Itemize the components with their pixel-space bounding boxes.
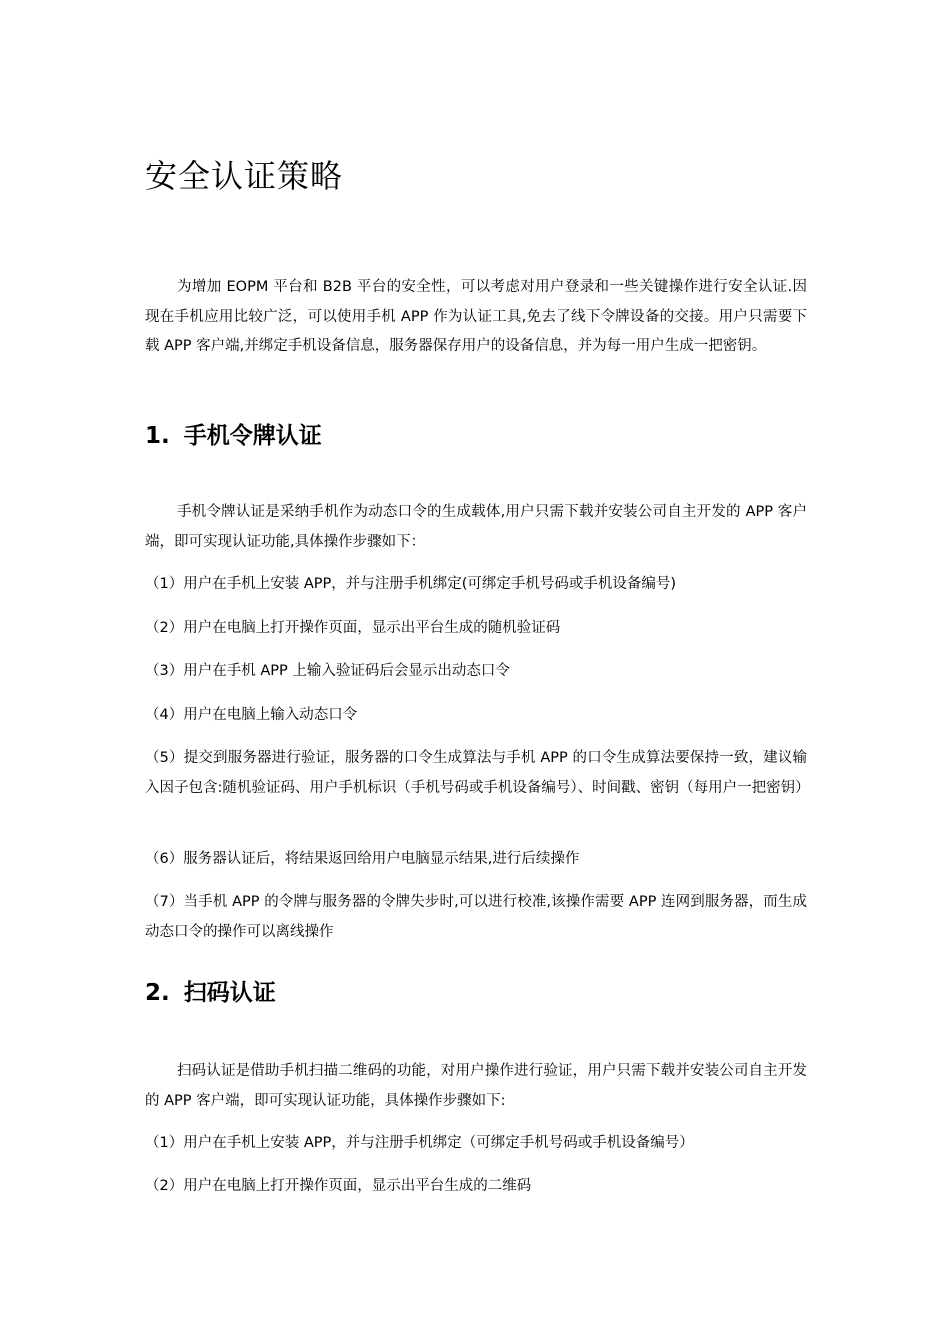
step-item: （6）服务器认证后，将结果返回给用户电脑显示结果,进行后续操作 bbox=[145, 851, 580, 867]
section-number: 1. bbox=[145, 423, 170, 449]
section-heading-2 bbox=[145, 976, 276, 1010]
section-title: 扫码认证 bbox=[183, 980, 276, 1006]
section-1-intro: 手机令牌认证是采纳手机作为动态口令的生成载体,用户只需下载并安装公司自主开发的 APP 客户端，即可实现认证功能,具体操作步骤如下： bbox=[145, 504, 807, 550]
section-2-intro: 扫码认证是借助手机扫描二维码的功能，对用户操作进行验证，用户只需下载并安装公司自主开发的 APP 客户端，即可实现认证功能，具体操作步骤如下: bbox=[145, 1063, 807, 1109]
step-item: （2）用户在电脑上打开操作页面，显示出平台生成的随机验证码 bbox=[145, 620, 561, 636]
document-title: 安全认证策略 bbox=[145, 157, 344, 195]
step-item: （7）当手机 APP 的令牌与服务器的令牌失步时,可以进行校准,该操作需要 APP 连网到服务器，而生成动态口令的操作可以离线操作 bbox=[145, 894, 807, 940]
section-heading-1 bbox=[145, 419, 322, 453]
step-item: （1）用户在手机上安装 APP，并与注册手机绑定（可绑定手机号码或手机设备编号） bbox=[145, 1135, 694, 1151]
step-item: （2）用户在电脑上打开操作页面，显示出平台生成的二维码 bbox=[145, 1178, 532, 1194]
step-item: （4）用户在电脑上输入动态口令 bbox=[145, 707, 358, 723]
section-title: 手机令牌认证 bbox=[183, 423, 322, 449]
step-item: （5）提交到服务器进行验证，服务器的口令生成算法与手机 APP 的口令生成算法要保持一致，建议输入因子包含:随机验证码、用户手机标识（手机号码或手机设备编号）、时间戳、密钥（每用户一把密钥） bbox=[145, 750, 810, 796]
section-number: 2. bbox=[145, 980, 170, 1006]
step-item: （3）用户在手机 APP 上输入验证码后会显示出动态口令 bbox=[145, 663, 510, 679]
step-item: （1）用户在手机上安装 APP，并与注册手机绑定(可绑定手机号码或手机设备编号) bbox=[145, 576, 677, 592]
intro-paragraph: 为增加 EOPM 平台和 B2B 平台的安全性，可以考虑对用户登录和一些关键操作进行安全认证.因现在手机应用比较广泛，可以使用手机 APP 作为认证工具,免去了线下令牌设备的交接。用户只需要下载 APP 客户端,并绑定手机设备信息，服务器保存用户的设备信息，并为每一用户生成一把密钥。 bbox=[145, 279, 807, 354]
